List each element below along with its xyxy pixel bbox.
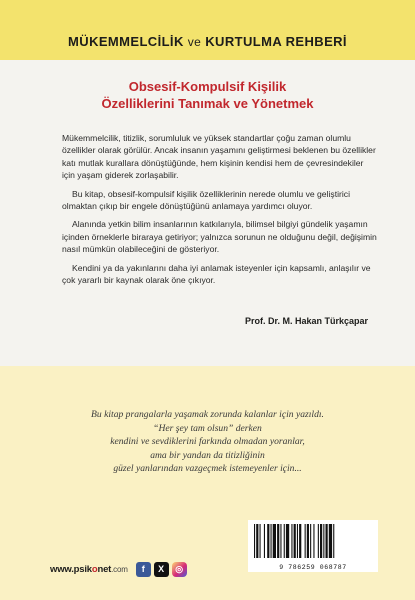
barcode-bar <box>280 524 281 558</box>
subtitle-line-2: Özelliklerini Tanımak ve Yönetmek <box>101 96 314 111</box>
series-title <box>0 34 415 49</box>
series-title-part-b: KURTULMA REHBERİ <box>205 34 347 49</box>
barcode-bar <box>267 524 269 558</box>
barcode-bar <box>260 524 261 558</box>
publisher-logo[interactable] <box>50 564 128 575</box>
barcode-bars <box>254 524 372 558</box>
series-title-conjunction: ve <box>187 35 202 49</box>
barcode-bar <box>264 524 265 558</box>
quote-line-3: kendini ve sevdiklerini farkında olmadan yoranlar, <box>110 436 305 447</box>
barcode-bar <box>277 524 279 558</box>
isbn-barcode <box>248 520 378 572</box>
blurb-paragraph-3: Alanında yetkin bilim insanlarının katkılarıyla, bilimsel bilgiyi gündelik yaşamın içinden örneklerle biraraya getiriyor; yalnızca sorunun ne olduğunu değil, değişimin nasıl mümkün olabileceğini de gösteriyor. <box>62 219 377 255</box>
instagram-icon[interactable]: ◎ <box>172 562 187 577</box>
barcode-bar <box>271 524 272 558</box>
quote-line-1: Bu kitap prangalarla yaşamak zorunda kalanlar için yazıldı. <box>91 409 324 420</box>
barcode-bar <box>333 524 334 558</box>
barcode-bar <box>305 524 306 558</box>
logo-suffix: net <box>97 563 112 575</box>
facebook-icon[interactable]: f <box>136 562 151 577</box>
subtitle-line-1: Obsesif-Kompulsif Kişilik <box>128 79 287 94</box>
book-subtitle <box>0 78 415 112</box>
barcode-bar <box>273 524 276 558</box>
blurb-text <box>62 132 377 292</box>
header-band <box>0 0 415 60</box>
barcode-bar <box>313 524 314 558</box>
blurb-paragraph-2: Bu kitap, obsesif-kompulsif kişilik özelliklerinin nerede olumlu ve geliştirici olmaktan çıkıp bir engele dönüştüğünü anlamaya yardımcı oluyor. <box>62 188 350 212</box>
quote-line-4: ama bir yandan da titizliğinin <box>150 449 265 461</box>
author-signature: Prof. Dr. M. Hakan Türkçapar <box>244 316 368 326</box>
barcode-bar <box>297 524 298 558</box>
social-links <box>136 562 187 577</box>
barcode-bar <box>326 524 328 558</box>
dedication-quote <box>0 408 415 476</box>
series-title-part-a: MÜKEMMELCİLİK <box>68 34 184 49</box>
quote-line-5: güzel yanlarından vazgeçmek istemeyenler için... <box>113 463 302 474</box>
barcode-bar <box>286 524 289 558</box>
blurb-paragraph-4: Kendini ya da yakınlarını daha iyi anlamak isteyenler için kapsamlı, anlaşılır ve çok yararlı bir kaynak olarak öne çıkıyor. <box>62 262 371 286</box>
barcode-bar <box>256 524 258 558</box>
barcode-bar <box>323 524 324 558</box>
barcode-bar <box>320 524 322 558</box>
barcode-bar <box>291 524 292 558</box>
logo-domain: .com <box>111 564 128 574</box>
blurb-paragraph-1: Mükemmelcilik, titizlik, sorumluluk ve yüksek standartlar çoğu zaman olumlu özellikler olarak görülür. Ancak insanın yaşamını geliştirmesi beklenen bu özellikler katı mutlak kurallara dönüştüğünde, hem kişinin kendisi hem de çevresindekiler için yaşam giderek zorlaşabilir. <box>62 133 376 181</box>
barcode-bar <box>294 524 296 558</box>
publisher-row <box>50 557 187 581</box>
barcode-bar <box>310 524 311 558</box>
barcode-bar <box>299 524 301 558</box>
barcode-bar <box>254 524 255 558</box>
barcode-bar <box>318 524 319 558</box>
logo-prefix: www.psik <box>50 563 92 575</box>
logo-o: o <box>91 563 98 575</box>
x-icon[interactable]: X <box>154 562 169 577</box>
barcode-bar <box>307 524 309 558</box>
quote-line-2: “Her şey tam olsun” derken <box>153 422 262 434</box>
barcode-bar <box>329 524 332 558</box>
barcode-number: 9 786259 068787 <box>279 564 347 571</box>
barcode-bar <box>284 524 285 558</box>
